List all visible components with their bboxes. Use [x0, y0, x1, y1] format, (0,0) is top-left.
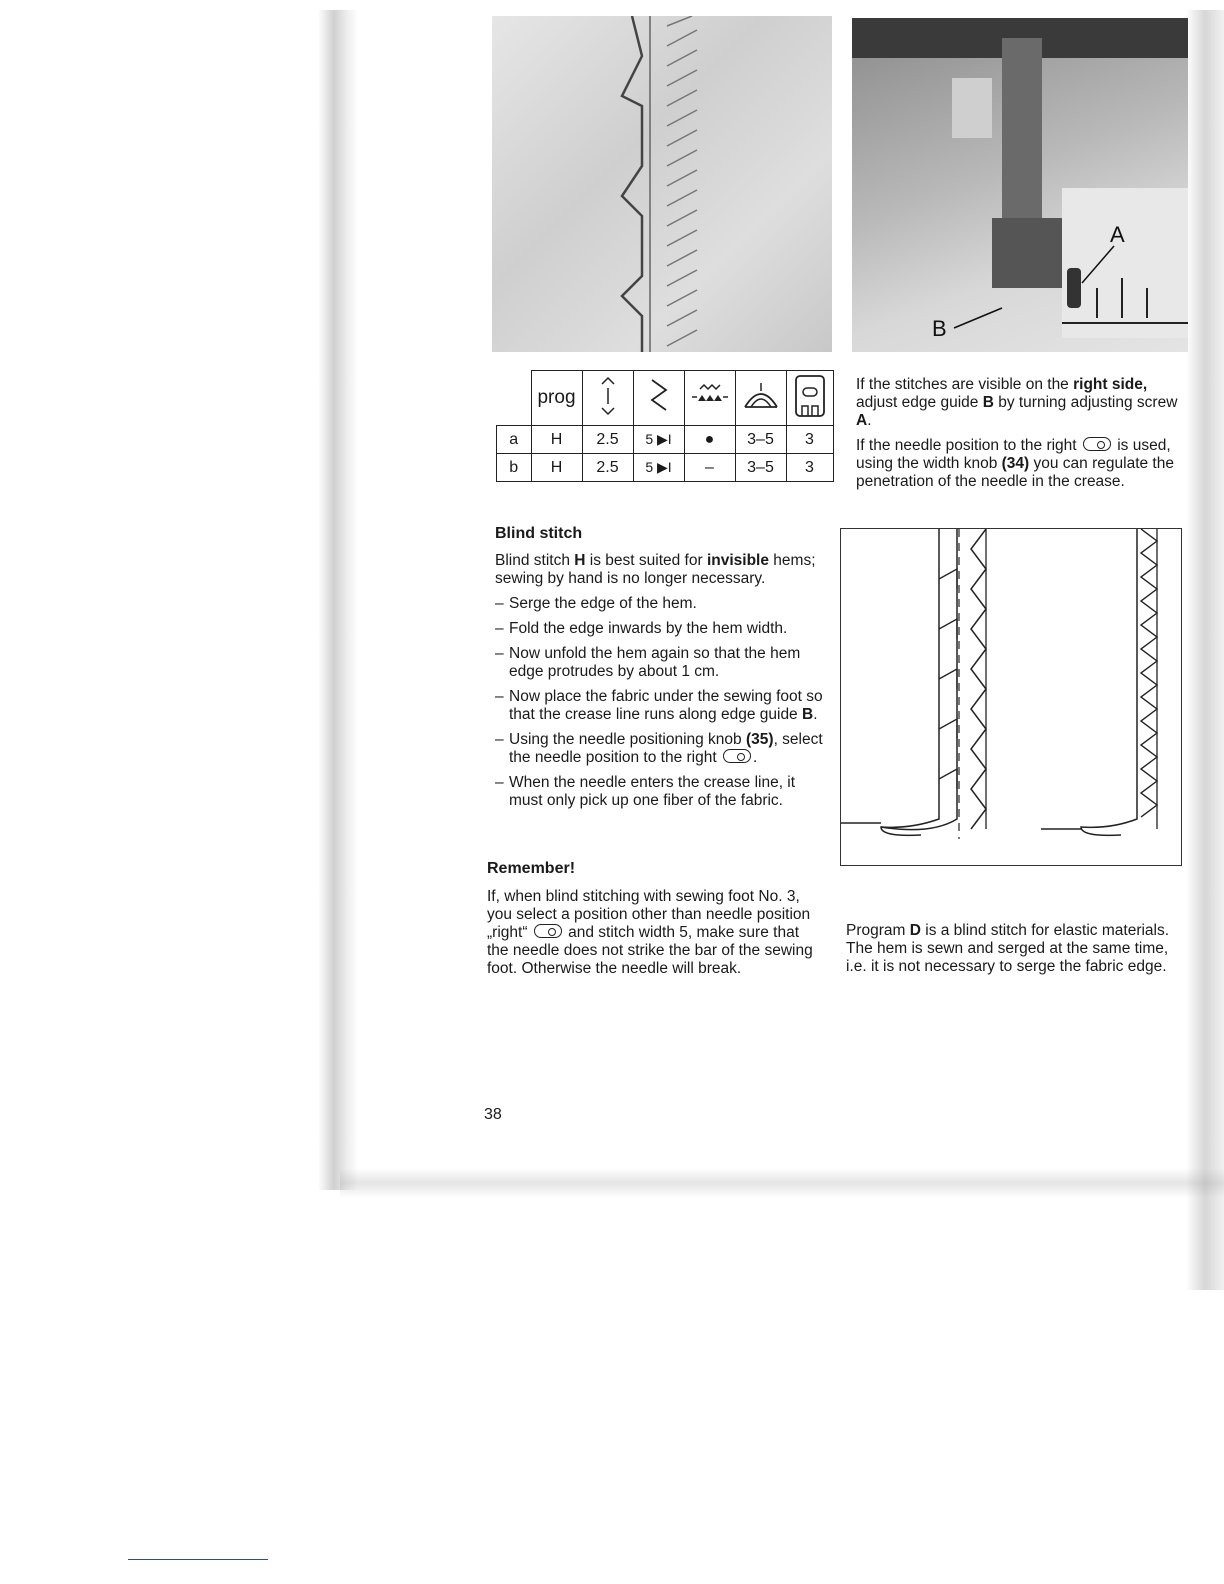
table-cell: 3–5: [735, 426, 786, 454]
remember-text: If, when blind stitching with sewing foot No. 3, you select a position other than needle position „right“ and stitch width 5, make sure that the needle does not strike the bar of the sewing foot. Otherwise the needle will break.: [487, 888, 813, 977]
table-cell: 2.5: [582, 426, 633, 454]
feed-icon: [684, 371, 735, 426]
list-item: – Serge the edge of the hem.: [495, 595, 831, 613]
right-column-text: [856, 376, 1186, 498]
row-label: a: [497, 426, 532, 454]
list-item: – Now place the fabric under the sewing foot so that the crease line runs along edge guide B.: [495, 688, 831, 724]
table-cell: 5 ▶I: [633, 426, 684, 454]
remember-title: Remember!: [487, 860, 576, 877]
scan-shadow-bottom: [340, 1168, 1224, 1198]
table-cell: ●: [684, 426, 735, 454]
list-item: – Fold the edge inwards by the hem width.: [495, 620, 831, 638]
needle-position-paragraph: If the needle position to the right is used, using the width knob (34) you can regulate the penetration of the needle in the crease.: [856, 437, 1174, 490]
label-a: A: [1110, 222, 1125, 247]
stitch-width-icon: [633, 371, 684, 426]
edge-guide-paragraph: If the stitches are visible on the right side, adjust edge guide B by turning adjusting screw A.: [856, 376, 1178, 429]
scan-shadow-right: [1186, 10, 1224, 1290]
table-header-row: [497, 371, 834, 426]
stitch-sample-drawing: [492, 16, 832, 352]
row-label: b: [497, 454, 532, 482]
blind-stitch-title: Blind stitch: [495, 525, 583, 542]
table-cell: –: [684, 454, 735, 482]
table-row: [497, 426, 834, 454]
table-cell: 3–5: [735, 454, 786, 482]
stitch-length-icon: [582, 371, 633, 426]
footer-line: [128, 1559, 268, 1560]
needle-right-icon: [723, 749, 751, 763]
blind-stitch-diagram: [840, 528, 1182, 866]
list-item: – When the needle enters the crease line, it must only pick up one fiber of the fabric.: [495, 774, 831, 810]
needle-right-icon: [1083, 437, 1111, 451]
blind-stitch-section: [495, 525, 831, 817]
program-d-text: [846, 922, 1182, 983]
table-corner: [497, 371, 532, 426]
diagram-drawing: [841, 529, 1181, 865]
blind-stitch-intro: Blind stitch H is best suited for invisible hems; sewing by hand is no longer necessary.: [495, 552, 816, 587]
blind-stitch-steps: [495, 595, 831, 810]
remember-section: [487, 860, 823, 985]
table-cell: 3: [786, 454, 833, 482]
sewing-foot-photo: [852, 18, 1188, 352]
tension-icon: [735, 371, 786, 426]
needle-right-icon: [534, 924, 562, 938]
settings-table: [496, 370, 834, 482]
table-cell: 3: [786, 426, 833, 454]
table-cell: H: [531, 454, 582, 482]
table-row: [497, 454, 834, 482]
sewing-foot-drawing: [852, 18, 1188, 352]
header-prog: prog: [531, 371, 582, 426]
presser-foot-icon: [786, 371, 833, 426]
list-item: – Using the needle positioning knob (35), select the needle position to the right .: [495, 731, 831, 767]
label-b: B: [932, 316, 947, 341]
table-cell: H: [531, 426, 582, 454]
list-item: – Now unfold the hem again so that the hem edge protrudes by about 1 cm.: [495, 645, 831, 681]
scan-shadow-left: [318, 10, 358, 1190]
stitch-sample-photo: [492, 16, 832, 352]
program-d-paragraph: Program D is a blind stitch for elastic materials. The hem is sewn and serged at the same time, i.e. it is not necessary to serge the fabric edge.: [846, 922, 1170, 975]
table-cell: 5 ▶I: [633, 454, 684, 482]
page-number: 38: [484, 1106, 502, 1123]
table-cell: 2.5: [582, 454, 633, 482]
